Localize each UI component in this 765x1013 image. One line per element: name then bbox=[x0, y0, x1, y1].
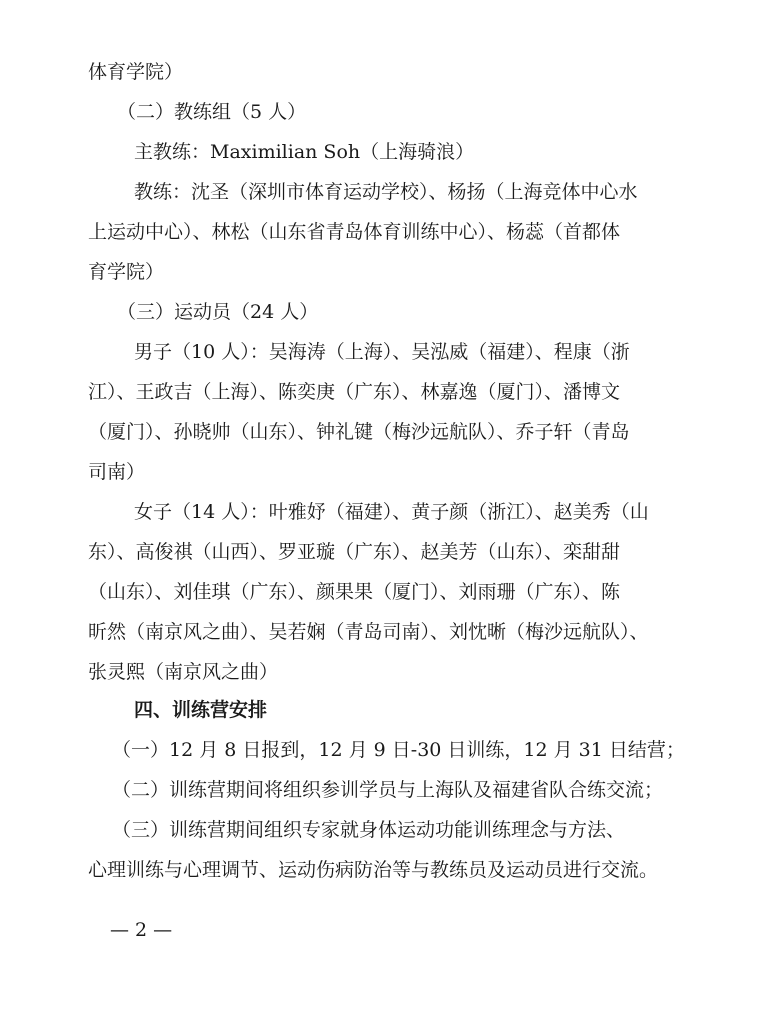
text-line-18: （一）12 月 8 日报到，12 月 9 日-30 日训练，12 月 31 日结营； bbox=[112, 739, 685, 761]
text-line-1: 体育学院） bbox=[88, 61, 184, 83]
text-line-3: 主教练：Maximilian Soh（上海骑浪） bbox=[134, 141, 475, 163]
text-line-20: （三）训练营期间组织专家就身体运动功能训练理念与方法、 bbox=[112, 819, 626, 841]
text-line-13: 东）、高俊祺（山西）、罗亚璇（广东）、赵美芳（山东）、栾甜甜 bbox=[88, 541, 621, 563]
text-line-10: （厦门）、孙晓帅（山东）、钟礼键（梅沙远航队）、乔子轩（青岛 bbox=[88, 421, 630, 443]
text-line-21: 心理训练与心理调节、运动伤病防治等与教练员及运动员进行交流。 bbox=[88, 859, 659, 881]
text-line-9: 江）、王政吉（上海）、陈奕庚（广东）、林嘉逸（厦门）、潘博文 bbox=[88, 381, 621, 403]
section-heading-coaches: （二）教练组（5 人） bbox=[117, 101, 307, 123]
section-heading-athletes: （三）运动员（24 人） bbox=[117, 301, 319, 323]
text-line-11: 司南） bbox=[88, 461, 146, 483]
section-heading-schedule: 四、训练营安排 bbox=[134, 699, 268, 721]
text-line-15: 昕然（南京风之曲）、吴若娴（青岛司南）、刘忱晰（梅沙远航队）、 bbox=[88, 621, 649, 643]
page-number: — 2 — bbox=[110, 919, 173, 941]
text-line-12: 女子（14 人）：叶雅妤（福建）、黄子颜（浙江）、赵美秀（山 bbox=[134, 501, 649, 523]
text-line-4: 教练：沈圣（深圳市体育运动学校）、杨扬（上海竞体中心水 bbox=[134, 181, 638, 203]
text-line-14: （山东）、刘佳琪（广东）、颜果果（厦门）、刘雨珊（广东）、陈 bbox=[88, 581, 621, 603]
text-line-6: 育学院） bbox=[88, 261, 165, 283]
text-line-16: 张灵熙（南京风之曲） bbox=[88, 661, 279, 683]
text-line-8: 男子（10 人）：吴海涛（上海）、吴泓威（福建）、程康（浙 bbox=[134, 341, 630, 363]
text-line-19: （二）训练营期间将组织参训学员与上海队及福建省队合练交流； bbox=[112, 779, 664, 801]
text-line-5: 上运动中心）、林松（山东省青岛体育训练中心）、杨蕊（首都体 bbox=[88, 221, 621, 243]
